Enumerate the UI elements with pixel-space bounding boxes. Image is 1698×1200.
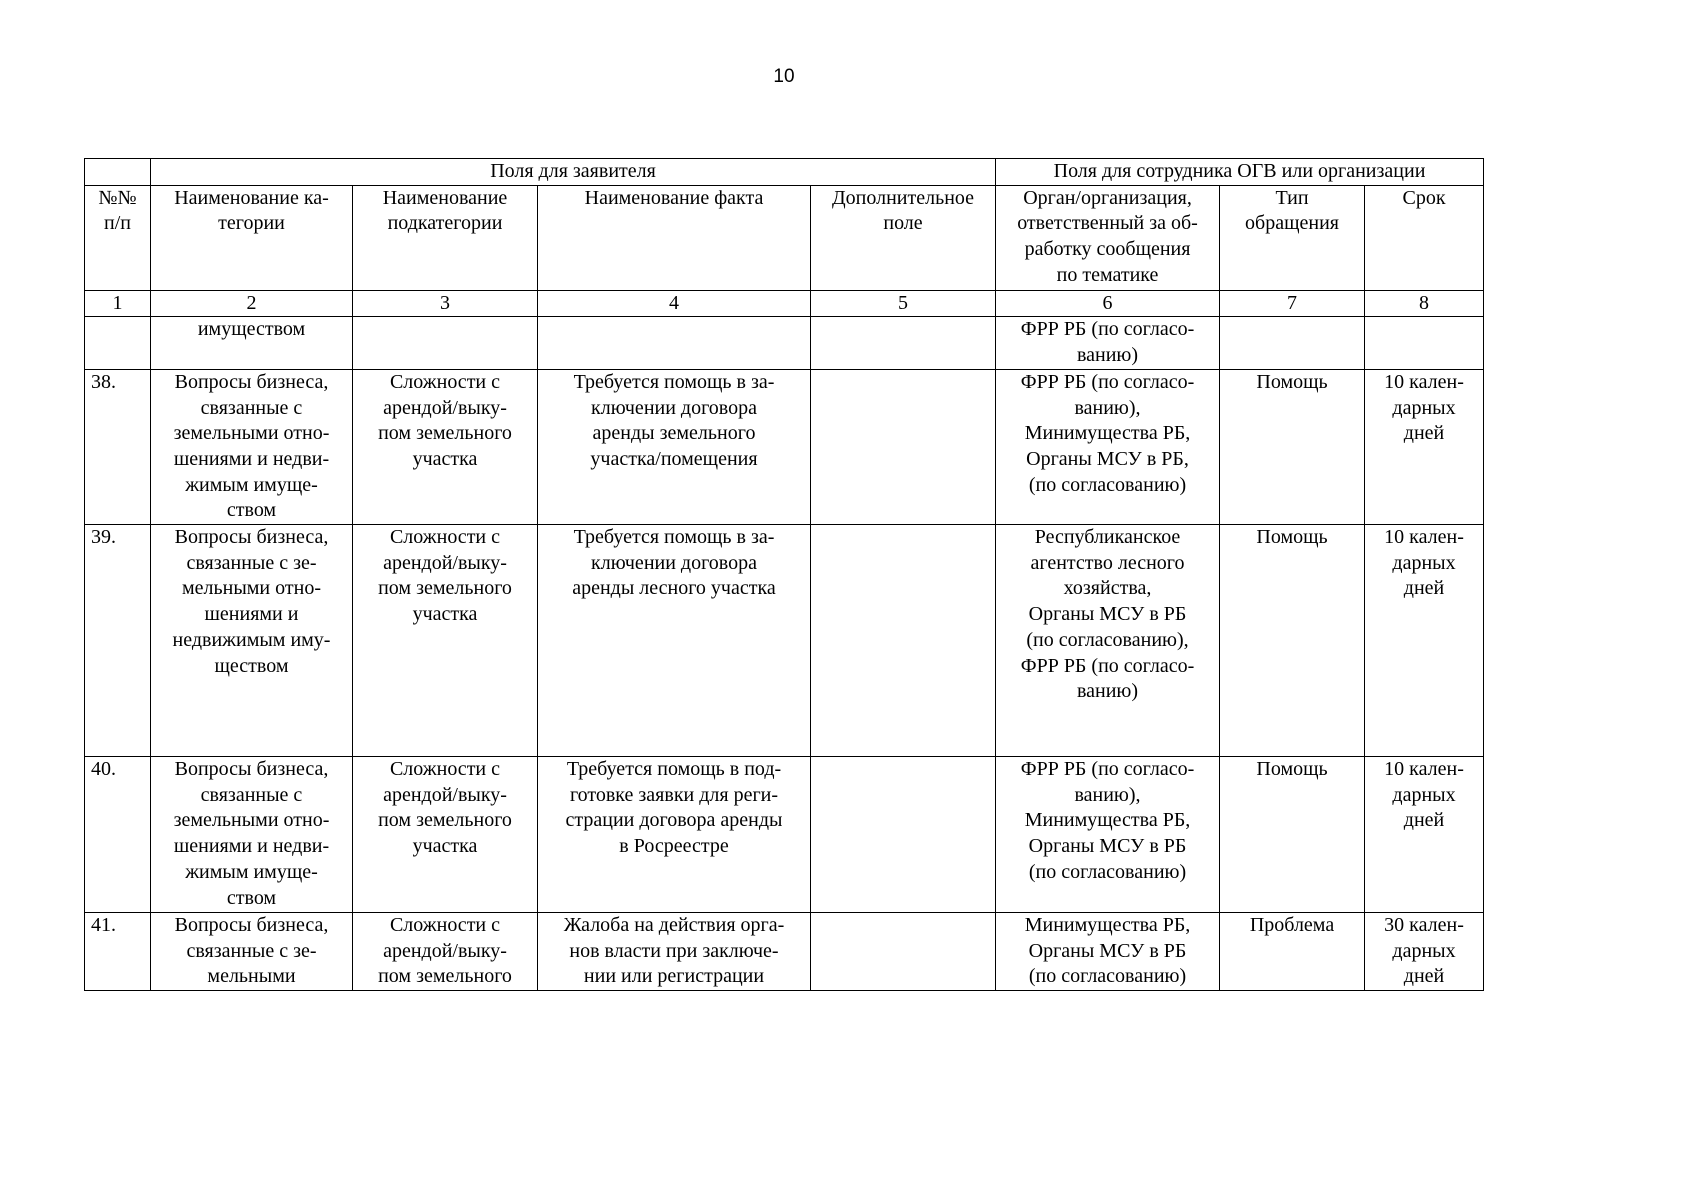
cell-fact: Требуется помощь в за- ключении договора аренды лесного участка xyxy=(538,525,811,757)
page-number: 10 xyxy=(773,66,795,87)
cell-fact: Требуется помощь в за- ключении договора аренды земельного участка/помещения xyxy=(538,369,811,524)
column-header-extra: Дополнительное поле xyxy=(811,185,996,290)
group-header-applicant: Поля для заявителя xyxy=(151,159,996,186)
column-number: 8 xyxy=(1365,290,1484,317)
cell-extra xyxy=(811,525,996,757)
cell-term: 10 кален- дарных дней xyxy=(1365,757,1484,913)
cell-org: Минимущества РБ, Органы МСУ в РБ (по согласованию) xyxy=(996,913,1220,991)
group-header-staff: Поля для сотрудника ОГВ или организации xyxy=(996,159,1484,186)
cell-org: ФРР РБ (по согласо- ванию), Минимущества РБ, Органы МСУ в РБ, (по согласованию) xyxy=(996,369,1220,524)
cell-subcategory: Сложности с арендой/выку- пом земельного xyxy=(353,913,538,991)
cell-type: Помощь xyxy=(1220,525,1365,757)
table-row xyxy=(85,525,1484,757)
cell-subcategory: Сложности с арендой/выку- пом земельного участка xyxy=(353,757,538,913)
cell-category: Вопросы бизнеса, связанные с земельными отно- шениями и недви- жимым имуще- ством xyxy=(151,369,353,524)
cell-num: 38. xyxy=(85,369,151,524)
column-header-type: Тип обращения xyxy=(1220,185,1365,290)
cell-org: ФРР РБ (по согласо- ванию) xyxy=(996,317,1220,369)
column-number: 4 xyxy=(538,290,811,317)
column-header-org: Орган/организация, ответственный за об- работку сообщения по тематике xyxy=(996,185,1220,290)
column-header-category: Наименование ка- тегории xyxy=(151,185,353,290)
cell-term xyxy=(1365,317,1484,369)
cell-num xyxy=(85,317,151,369)
column-number: 5 xyxy=(811,290,996,317)
cell-subcategory: Сложности с арендой/выку- пом земельного участка xyxy=(353,369,538,524)
cell-num: 41. xyxy=(85,913,151,991)
cell-extra xyxy=(811,317,996,369)
cell-extra xyxy=(811,913,996,991)
cell-type xyxy=(1220,317,1365,369)
cell-subcategory: Сложности с арендой/выку- пом земельного участка xyxy=(353,525,538,757)
cell-category: имуществом xyxy=(151,317,353,369)
cell-org: ФРР РБ (по согласо- ванию), Минимущества РБ, Органы МСУ в РБ (по согласованию) xyxy=(996,757,1220,913)
cell-fact xyxy=(538,317,811,369)
column-number: 7 xyxy=(1220,290,1365,317)
cell-term: 30 кален- дарных дней xyxy=(1365,913,1484,991)
column-header-num: №№ п/п xyxy=(85,185,151,290)
column-header-fact: Наименование факта xyxy=(538,185,811,290)
cell-term: 10 кален- дарных дней xyxy=(1365,369,1484,524)
cell-subcategory xyxy=(353,317,538,369)
column-header-term: Срок xyxy=(1365,185,1484,290)
column-number: 2 xyxy=(151,290,353,317)
group-header-row xyxy=(85,159,1484,186)
cell-category: Вопросы бизнеса, связанные с земельными отно- шениями и недви- жимым имуще- ством xyxy=(151,757,353,913)
column-number: 1 xyxy=(85,290,151,317)
cell-num: 39. xyxy=(85,525,151,757)
column-header-subcategory: Наименование подкатегории xyxy=(353,185,538,290)
cell-type: Проблема xyxy=(1220,913,1365,991)
cell-org: Республиканское агентство лесного хозяйства, Органы МСУ в РБ (по согласованию), ФРР РБ (по согласо- ванию) xyxy=(996,525,1220,757)
table-row xyxy=(85,317,1484,369)
table-row xyxy=(85,913,1484,991)
group-header-empty xyxy=(85,159,151,186)
cell-type: Помощь xyxy=(1220,369,1365,524)
cell-type: Помощь xyxy=(1220,757,1365,913)
column-number-row xyxy=(85,290,1484,317)
cell-fact: Требуется помощь в под- готовке заявки для реги- страции договора аренды в Росреестре xyxy=(538,757,811,913)
cell-fact: Жалоба на действия орга- нов власти при заключе- нии или регистрации xyxy=(538,913,811,991)
cell-category: Вопросы бизнеса, связанные с зе- мельными xyxy=(151,913,353,991)
cell-extra xyxy=(811,369,996,524)
table-row xyxy=(85,757,1484,913)
cell-extra xyxy=(811,757,996,913)
cell-term: 10 кален- дарных дней xyxy=(1365,525,1484,757)
column-number: 6 xyxy=(996,290,1220,317)
cell-num: 40. xyxy=(85,757,151,913)
column-header-row xyxy=(85,185,1484,290)
table-row xyxy=(85,369,1484,524)
cell-category: Вопросы бизнеса, связанные с зе- мельными отно- шениями и недвижимым иму- ществом xyxy=(151,525,353,757)
column-number: 3 xyxy=(353,290,538,317)
registry-table xyxy=(84,158,1484,991)
